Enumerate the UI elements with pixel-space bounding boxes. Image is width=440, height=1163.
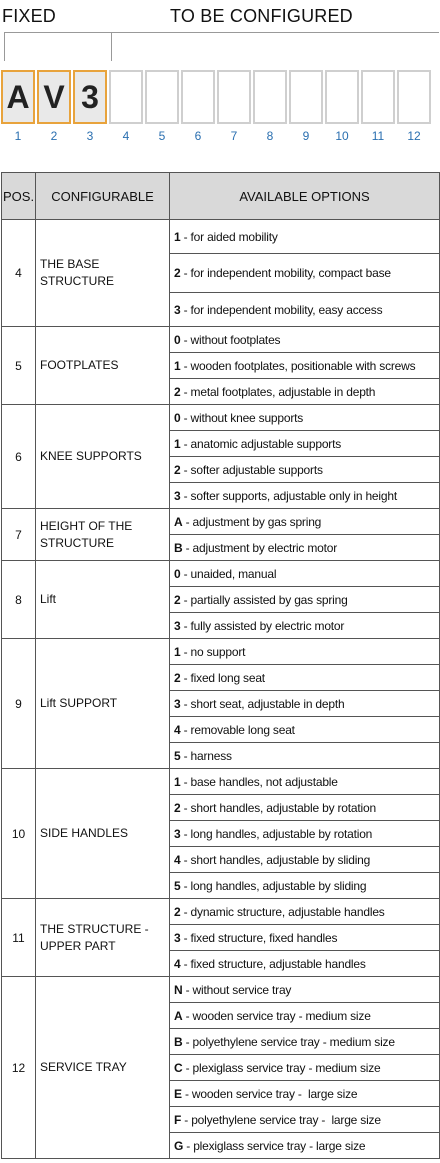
position-number: 5 (158, 129, 166, 143)
option-description: - wooden service tray - medium size (182, 1008, 371, 1023)
option-description: - anatomic adjustable supports (180, 436, 342, 451)
code-cell-empty (253, 70, 287, 124)
option-cell (170, 379, 440, 405)
option-cell (170, 587, 440, 613)
position-number: 10 (335, 129, 349, 143)
configurable-cell: SIDE HANDLES (36, 769, 170, 899)
position-cell: 9 (2, 639, 36, 769)
option-cell (170, 665, 440, 691)
position-number: 2 (50, 129, 58, 143)
option-description: - harness (180, 748, 232, 763)
table-header-row (2, 173, 440, 220)
option-cell (170, 951, 440, 977)
option-description: - polyethylene service tray - large size (181, 1112, 381, 1127)
option-cell (170, 769, 440, 795)
option-description: - fixed long seat (180, 670, 265, 685)
option-description: - softer supports, adjustable only in height (180, 488, 397, 503)
option-code: 1 (174, 774, 181, 789)
option-code: G (174, 1138, 184, 1153)
option-cell (170, 899, 440, 925)
option-code: 2 (174, 384, 181, 399)
option-cell (170, 483, 440, 509)
code-cell-empty (289, 70, 323, 124)
option-description: - no support (180, 644, 246, 659)
option-code: 1 (174, 644, 181, 659)
option-code: 1 (174, 229, 181, 244)
option-description: - for aided mobility (180, 229, 278, 244)
code-cell-empty (217, 70, 251, 124)
option-code: 3 (174, 826, 181, 841)
position-cell: 12 (2, 977, 36, 1159)
option-code: 2 (174, 800, 181, 815)
position-number: 11 (371, 129, 385, 143)
option-cell (170, 405, 440, 431)
option-cell (170, 293, 440, 327)
option-code: A (174, 1008, 183, 1023)
product-code-boxes (1, 70, 433, 124)
code-cell-empty (109, 70, 143, 124)
position-cell: 7 (2, 509, 36, 561)
option-cell (170, 977, 440, 1003)
option-description: - without service tray (182, 982, 292, 997)
configurable-cell: THE STRUCTURE - UPPER PART (36, 899, 170, 977)
position-number: 8 (266, 129, 274, 143)
option-code: 2 (174, 592, 181, 607)
position-cell: 6 (2, 405, 36, 509)
option-description: - short handles, adjustable by sliding (180, 852, 371, 867)
position-number: 1 (14, 129, 22, 143)
position-number: 12 (407, 129, 421, 143)
option-code: C (174, 1060, 183, 1075)
position-number: 9 (302, 129, 310, 143)
option-description: - plexiglass service tray - large size (183, 1138, 366, 1153)
option-code: F (174, 1112, 182, 1127)
header-available-options: AVAILABLE OPTIONS (170, 173, 440, 220)
option-cell (170, 1029, 440, 1055)
option-cell (170, 327, 440, 353)
option-description: - unaided, manual (180, 566, 277, 581)
option-cell (170, 795, 440, 821)
fixed-label: FIXED (2, 6, 57, 26)
header-pos: POS. (2, 173, 36, 220)
option-description: - dynamic structure, adjustable handles (180, 904, 385, 919)
option-code: 4 (174, 852, 181, 867)
position-numbers (1, 129, 433, 143)
fixed-bracket (4, 32, 112, 61)
option-description: - base handles, not adjustable (180, 774, 338, 789)
option-description: - wooden service tray - large size (181, 1086, 358, 1101)
option-description: - metal footplates, adjustable in depth (180, 384, 376, 399)
option-code: A (174, 514, 183, 529)
option-description: - short handles, adjustable by rotation (180, 800, 376, 815)
option-cell (170, 561, 440, 587)
option-cell (170, 691, 440, 717)
configurable-cell: HEIGHT OF THE STRUCTURE (36, 509, 170, 561)
option-description: - plexiglass service tray - medium size (182, 1060, 381, 1075)
option-cell (170, 1081, 440, 1107)
option-description: - polyethylene service tray - medium size (182, 1034, 395, 1049)
option-code: 0 (174, 566, 181, 581)
configurable-cell: SERVICE TRAY (36, 977, 170, 1159)
option-code: 5 (174, 748, 181, 763)
option-code: 1 (174, 436, 181, 451)
option-cell (170, 925, 440, 951)
option-cell (170, 717, 440, 743)
option-cell (170, 873, 440, 899)
option-code: 3 (174, 488, 181, 503)
configure-bracket (111, 32, 439, 61)
table-row (2, 977, 440, 1003)
position-cell: 8 (2, 561, 36, 639)
option-description: - adjustment by electric motor (182, 540, 337, 555)
code-cell-empty (181, 70, 215, 124)
option-description: - without footplates (180, 332, 281, 347)
table-row (2, 561, 440, 587)
configurable-cell: Lift (36, 561, 170, 639)
option-cell (170, 353, 440, 379)
code-cell-empty (361, 70, 395, 124)
position-cell: 11 (2, 899, 36, 977)
option-cell (170, 254, 440, 293)
option-cell (170, 431, 440, 457)
option-cell (170, 220, 440, 254)
option-code: 2 (174, 462, 181, 477)
code-header (0, 0, 440, 64)
option-code: 4 (174, 722, 181, 737)
table-row (2, 899, 440, 925)
option-code: 3 (174, 696, 181, 711)
option-cell (170, 847, 440, 873)
table-row (2, 509, 440, 535)
option-description: - fixed structure, fixed handles (180, 930, 338, 945)
option-cell (170, 535, 440, 561)
option-description: - long handles, adjustable by sliding (180, 878, 367, 893)
configurable-cell: FOOTPLATES (36, 327, 170, 405)
option-description: - adjustment by gas spring (182, 514, 322, 529)
option-code: 2 (174, 266, 181, 280)
option-description: - short seat, adjustable in depth (180, 696, 345, 711)
option-cell (170, 743, 440, 769)
position-number: 4 (122, 129, 130, 143)
option-description: - partially assisted by gas spring (180, 592, 348, 607)
option-code: 5 (174, 878, 181, 893)
option-code: 4 (174, 956, 181, 971)
option-code: 3 (174, 930, 181, 945)
option-code: E (174, 1086, 182, 1101)
table-row (2, 405, 440, 431)
option-description: - fully assisted by electric motor (180, 618, 345, 633)
code-cell-empty (145, 70, 179, 124)
option-code: 3 (174, 302, 181, 317)
option-code: N (174, 982, 183, 997)
option-description: - without knee supports (180, 410, 304, 425)
configurable-cell: Lift SUPPORT (36, 639, 170, 769)
option-description: - softer adjustable supports (180, 462, 323, 477)
header-configurable: CONFIGURABLE (36, 173, 170, 220)
option-code: 0 (174, 332, 181, 347)
option-cell (170, 1107, 440, 1133)
position-number: 7 (230, 129, 238, 143)
configurable-cell: KNEE SUPPORTS (36, 405, 170, 509)
option-cell (170, 639, 440, 665)
option-code: B (174, 1034, 183, 1049)
to-be-configured-label: TO BE CONFIGURED (170, 6, 353, 26)
option-cell (170, 1133, 440, 1159)
option-code: 0 (174, 410, 181, 425)
option-code: B (174, 540, 183, 555)
position-cell: 10 (2, 769, 36, 899)
option-code: 3 (174, 618, 181, 633)
table-row (2, 327, 440, 353)
option-description: - for independent mobility, easy access (180, 302, 383, 317)
option-description: - wooden footplates, positionable with screws (180, 358, 416, 373)
option-code: 2 (174, 670, 181, 685)
option-description: - fixed structure, adjustable handles (180, 956, 366, 971)
option-cell (170, 1055, 440, 1081)
option-cell (170, 509, 440, 535)
option-code: 1 (174, 358, 181, 373)
code-cell-empty (325, 70, 359, 124)
table-row (2, 769, 440, 795)
table-row (2, 220, 440, 254)
configurable-cell: THE BASE STRUCTURE (36, 220, 170, 327)
position-number: 3 (86, 129, 94, 143)
option-cell (170, 613, 440, 639)
code-cell-fixed: 3 (73, 70, 107, 124)
code-cell-fixed: V (37, 70, 71, 124)
option-description: - for independent mobility, compact base (180, 266, 391, 280)
option-description: - long handles, adjustable by rotation (180, 826, 373, 841)
table-row (2, 639, 440, 665)
code-cell-fixed: A (1, 70, 35, 124)
position-number: 6 (194, 129, 202, 143)
position-cell: 4 (2, 220, 36, 327)
option-code: 2 (174, 904, 181, 919)
code-cell-empty (397, 70, 431, 124)
configuration-table (1, 172, 440, 1159)
position-cell: 5 (2, 327, 36, 405)
option-cell (170, 457, 440, 483)
option-description: - removable long seat (180, 722, 295, 737)
option-cell (170, 1003, 440, 1029)
option-cell (170, 821, 440, 847)
